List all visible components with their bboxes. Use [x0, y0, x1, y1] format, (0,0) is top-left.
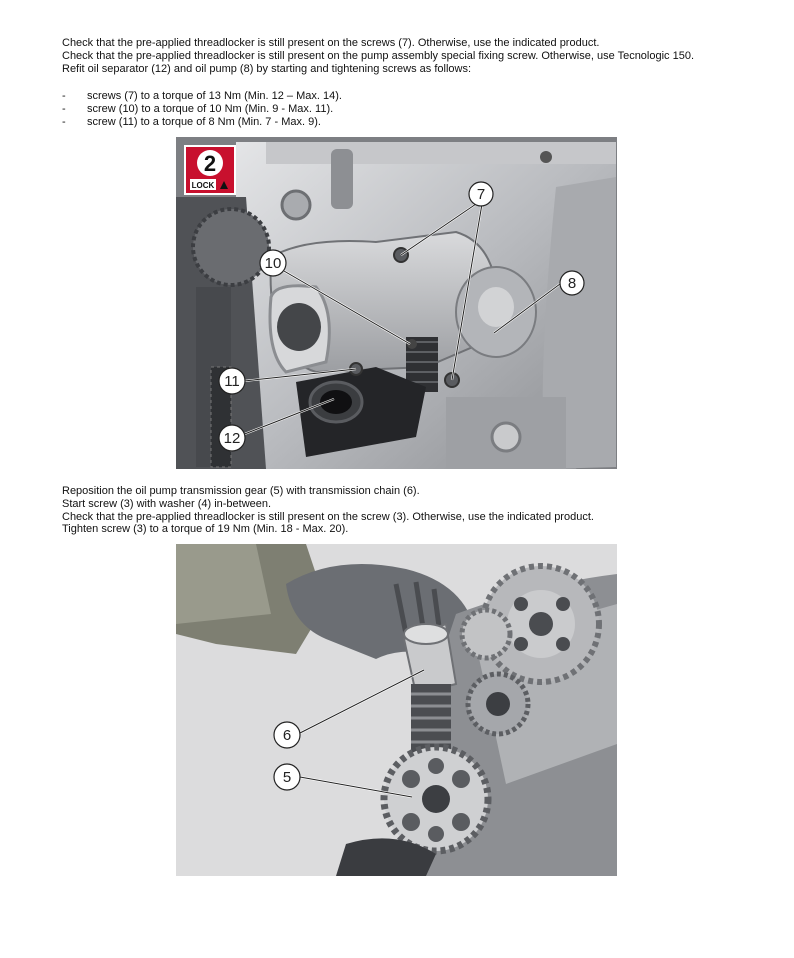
badge-text: LOCK — [191, 181, 215, 190]
instruction-line: Start screw (3) with washer (4) in-between. — [62, 497, 272, 510]
callout-label: 7 — [476, 186, 486, 203]
callout-11 — [219, 368, 245, 394]
callout-label: 12 — [223, 430, 241, 447]
instruction-line: Tighten screw (3) to a torque of 19 Nm (Min. 18 - Max. 20). — [62, 523, 349, 536]
callout-7 — [469, 182, 493, 206]
callout-label: 10 — [264, 255, 282, 272]
oil-pump-illustration — [176, 137, 617, 469]
callout-label: 6 — [282, 727, 292, 744]
callout-label: 8 — [567, 275, 577, 292]
torque-spec: screw (10) to a torque of 10 Nm (Min. 9 - Max. 11). — [87, 103, 334, 116]
torque-list — [62, 90, 342, 130]
callout-12 — [219, 425, 245, 451]
instructions-block-2 — [62, 485, 762, 536]
transmission-gear-illustration — [176, 544, 617, 876]
callout-label: 5 — [282, 769, 292, 786]
instruction-line: Check that the pre-applied threadlocker is still present on the screw (3). Otherwise, use the indicated product. — [62, 510, 594, 523]
bullet-marker: - — [62, 103, 66, 116]
instruction-line: Reposition the oil pump transmission gear (5) with transmission chain (6). — [62, 485, 420, 497]
torque-list-item — [62, 116, 342, 129]
torque-list-item — [62, 103, 342, 116]
bullet-marker: - — [62, 90, 66, 102]
instruction-line: Check that the pre-applied threadlocker is still present on the screws (7). Otherwise, use the indicated product. — [62, 37, 600, 49]
callout-6 — [274, 722, 300, 748]
callout-label: 11 — [224, 373, 240, 390]
callout-5 — [274, 764, 300, 790]
instructions-block-1 — [62, 37, 762, 75]
threadlocker-badge-icon — [184, 145, 236, 195]
torque-list-item — [62, 90, 342, 103]
torque-spec: screw (11) to a torque of 8 Nm (Min. 7 - Max. 9). — [87, 116, 321, 129]
callout-10 — [260, 250, 286, 276]
instruction-line: Refit oil separator (12) and oil pump (8) by starting and tightening screws as follows: — [62, 62, 472, 75]
badge-number: 2 — [203, 151, 217, 176]
transmission-gear-photo — [176, 544, 617, 876]
torque-spec: screws (7) to a torque of 13 Nm (Min. 12 – Max. 14). — [87, 90, 342, 102]
instruction-line: Check that the pre-applied threadlocker is still present on the pump assembly special fixing screw. Otherwise, use Tecnologic 150. — [62, 49, 695, 62]
callout-8 — [560, 271, 584, 295]
oil-pump-photo — [176, 137, 617, 469]
bullet-marker: - — [62, 116, 66, 129]
